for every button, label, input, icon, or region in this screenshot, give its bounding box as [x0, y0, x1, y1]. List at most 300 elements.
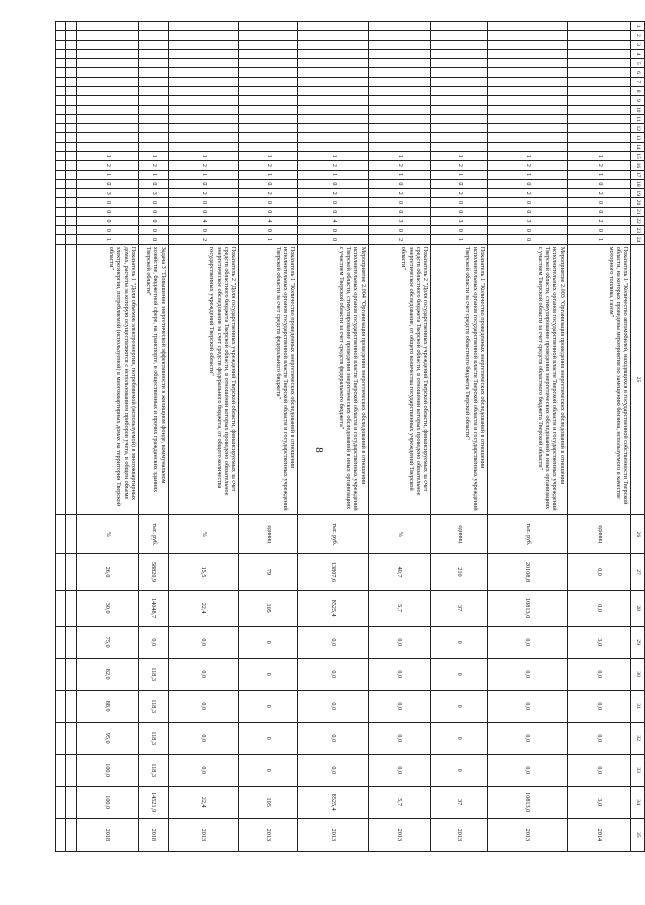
empty-code-cell	[139, 86, 169, 95]
empty-code-cell	[139, 96, 169, 105]
empty-cell	[66, 105, 76, 114]
empty-code-cell	[431, 49, 488, 58]
row-name: Показатель 2 "Доля государственных учреждений Тверской области, финансируемых за счет средств областного бюджета Тверской области, в отношении которых проведено обязательное энергетическое обследование за счет средств федерального бюджета, от общего количества государственных учреждений Тверской области"	[168, 244, 238, 514]
code-cell: 0	[567, 179, 631, 188]
code-cell: 1	[368, 170, 431, 179]
empty-cell	[66, 22, 76, 31]
empty-code-cell	[139, 77, 169, 86]
value-cell: 0	[431, 722, 488, 754]
empty-code-cell	[431, 40, 488, 49]
blank-row	[56, 22, 66, 852]
empty-code-cell	[298, 77, 368, 86]
empty-code-cell	[567, 77, 631, 86]
empty-cell	[66, 590, 76, 626]
empty-cell	[56, 818, 66, 851]
column-number: 30	[631, 658, 645, 690]
column-number: 19	[631, 189, 645, 198]
value-cell: 118,3	[139, 754, 169, 786]
empty-code-cell	[239, 68, 298, 77]
value-cell: 2013	[431, 818, 488, 851]
column-number: 1	[631, 22, 645, 31]
value-cell: 22,4	[168, 590, 238, 626]
code-cell: 3	[368, 216, 431, 225]
code-cell: 1	[168, 151, 238, 160]
empty-cell	[66, 49, 76, 58]
empty-cell	[66, 133, 76, 142]
unit-cell: тыс. руб.	[298, 515, 368, 554]
code-cell: 2	[139, 161, 169, 170]
empty-code-cell	[76, 22, 139, 31]
empty-code-cell	[431, 31, 488, 40]
empty-cell	[56, 105, 66, 114]
value-cell: 2013	[239, 818, 298, 851]
code-cell: 2	[567, 189, 631, 198]
code-cell: 1	[567, 170, 631, 179]
value-cell: 0,0	[567, 590, 631, 626]
code-cell: 2	[298, 161, 368, 170]
column-number: 2	[631, 31, 645, 40]
value-cell: 95,0	[76, 722, 139, 754]
empty-code-cell	[368, 124, 431, 133]
code-cell: 1	[567, 235, 631, 244]
value-cell: 100,0	[76, 754, 139, 786]
value-cell: 0,0	[298, 722, 368, 754]
empty-cell	[66, 151, 76, 160]
value-cell: 13807,6	[298, 554, 368, 590]
empty-code-cell	[239, 49, 298, 58]
empty-code-cell	[76, 31, 139, 40]
column-number: 31	[631, 690, 645, 722]
code-cell: 0	[168, 179, 238, 188]
empty-code-cell	[239, 22, 298, 31]
empty-cell	[66, 96, 76, 105]
empty-code-cell	[488, 59, 568, 68]
code-cell: 1	[239, 235, 298, 244]
value-cell: 0,0	[298, 690, 368, 722]
empty-code-cell	[488, 68, 568, 77]
empty-code-cell	[567, 31, 631, 40]
empty-code-cell	[168, 105, 238, 114]
empty-cell	[56, 133, 66, 142]
empty-code-cell	[298, 133, 368, 142]
empty-code-cell	[567, 105, 631, 114]
empty-code-cell	[139, 49, 169, 58]
code-cell: 1	[298, 170, 368, 179]
value-cell: 0	[431, 658, 488, 690]
empty-cell	[56, 690, 66, 722]
empty-code-cell	[567, 133, 631, 142]
code-cell: 0	[368, 198, 431, 207]
code-cell: 1	[298, 151, 368, 160]
code-cell: 0	[139, 207, 169, 216]
empty-code-cell	[431, 68, 488, 77]
code-cell: 0	[368, 179, 431, 188]
empty-cell	[66, 244, 76, 514]
code-cell: 0	[239, 207, 298, 216]
value-cell: 37	[431, 590, 488, 626]
empty-cell	[56, 626, 66, 658]
empty-cell	[66, 207, 76, 216]
empty-code-cell	[488, 86, 568, 95]
table-row	[139, 22, 169, 852]
empty-code-cell	[368, 22, 431, 31]
empty-code-cell	[431, 59, 488, 68]
empty-code-cell	[298, 105, 368, 114]
code-cell: 0	[76, 198, 139, 207]
column-number: 11	[631, 114, 645, 123]
code-cell: 2	[431, 161, 488, 170]
code-cell: 2	[298, 189, 368, 198]
value-cell: 10813,0	[488, 590, 568, 626]
column-number: 13	[631, 133, 645, 142]
value-cell: 0,0	[168, 754, 238, 786]
value-cell: 0	[431, 690, 488, 722]
empty-cell	[66, 818, 76, 851]
row-name: Мероприятие 2.003 "Организация проведения энергетических обследований в отношении исполнительных органов государственной власти Тверской области и государственных учреждений Тверской области, стимулирование проведения энергетических обследований в иных организациях с участием Тверской области за счет средств областного бюджета Тверской области"	[488, 244, 568, 514]
empty-cell	[56, 31, 66, 40]
table-row	[431, 22, 488, 852]
empty-cell	[56, 40, 66, 49]
empty-code-cell	[168, 96, 238, 105]
empty-cell	[66, 40, 76, 49]
value-cell: 118,3	[139, 722, 169, 754]
empty-code-cell	[139, 105, 169, 114]
empty-cell	[66, 690, 76, 722]
empty-code-cell	[239, 40, 298, 49]
code-cell: 0	[298, 207, 368, 216]
row-name: Показатель 1 "Доля объемов электроэнергии, потребляемой (используемой) в многоквартирных домах, расчеты за которую осуществляются с использованием приборов учета, в общем объеме электроэнергии, потребляемой (используемой) в многоквартирных домах на территории Тверской области"	[76, 244, 139, 514]
empty-code-cell	[298, 124, 368, 133]
empty-code-cell	[567, 59, 631, 68]
value-cell: 22,4	[168, 786, 238, 818]
empty-cell	[56, 590, 66, 626]
empty-code-cell	[168, 31, 238, 40]
column-number: 28	[631, 590, 645, 626]
value-cell: 0,0	[488, 754, 568, 786]
table-row	[488, 22, 568, 852]
empty-code-cell	[488, 133, 568, 142]
empty-code-cell	[298, 114, 368, 123]
code-cell: 1	[567, 151, 631, 160]
column-number: 9	[631, 96, 645, 105]
code-cell: 0	[431, 198, 488, 207]
empty-cell	[66, 179, 76, 188]
unit-cell: %	[76, 515, 139, 554]
empty-code-cell	[488, 96, 568, 105]
column-number: 21	[631, 207, 645, 216]
empty-cell	[56, 722, 66, 754]
code-cell: 1	[488, 151, 568, 160]
code-cell: 0	[239, 198, 298, 207]
empty-code-cell	[76, 86, 139, 95]
empty-code-cell	[168, 86, 238, 95]
empty-code-cell	[139, 133, 169, 142]
code-cell: 0	[298, 235, 368, 244]
column-number: 14	[631, 142, 645, 151]
empty-code-cell	[368, 68, 431, 77]
empty-code-cell	[168, 59, 238, 68]
empty-code-cell	[567, 96, 631, 105]
code-cell: 0	[431, 179, 488, 188]
empty-code-cell	[431, 22, 488, 31]
empty-code-cell	[76, 59, 139, 68]
empty-code-cell	[298, 59, 368, 68]
column-number: 25	[631, 244, 645, 514]
code-cell: 4	[239, 216, 298, 225]
column-number: 12	[631, 124, 645, 133]
code-cell: 2	[488, 161, 568, 170]
empty-code-cell	[567, 68, 631, 77]
value-cell: 8525,4	[298, 786, 368, 818]
code-cell: 0	[139, 235, 169, 244]
value-cell: 0	[239, 754, 298, 786]
code-cell: 1	[431, 170, 488, 179]
empty-code-cell	[368, 59, 431, 68]
value-cell: 26,0	[76, 554, 139, 590]
empty-code-cell	[76, 124, 139, 133]
code-cell: 1	[239, 151, 298, 160]
table-row	[298, 22, 368, 852]
empty-cell	[66, 68, 76, 77]
empty-code-cell	[488, 105, 568, 114]
unit-cell: единиц	[567, 515, 631, 554]
empty-code-cell	[76, 142, 139, 151]
value-cell: 2018	[76, 818, 139, 851]
value-cell: 0,0	[298, 626, 368, 658]
code-cell: 1	[76, 235, 139, 244]
code-cell: 2	[567, 161, 631, 170]
code-cell: 0	[239, 226, 298, 235]
empty-code-cell	[168, 22, 238, 31]
code-cell: 3	[139, 189, 169, 198]
code-cell: 1	[76, 151, 139, 160]
header-row	[631, 22, 645, 852]
empty-cell	[66, 786, 76, 818]
empty-cell	[66, 59, 76, 68]
value-cell: 0,0	[139, 626, 169, 658]
column-number: 10	[631, 105, 645, 114]
value-cell: 0,0	[567, 554, 631, 590]
value-cell: 0,0	[567, 754, 631, 786]
value-cell: 0,0	[368, 722, 431, 754]
empty-code-cell	[139, 124, 169, 133]
code-cell: 1	[239, 170, 298, 179]
value-cell: 100,0	[76, 786, 139, 818]
value-cell: 2014	[567, 818, 631, 851]
value-cell: 82,0	[76, 658, 139, 690]
value-cell: 10813,0	[488, 786, 568, 818]
code-cell: 1	[431, 151, 488, 160]
empty-code-cell	[168, 114, 238, 123]
empty-cell	[66, 198, 76, 207]
value-cell: 5,7	[368, 590, 431, 626]
empty-cell	[66, 170, 76, 179]
empty-code-cell	[368, 49, 431, 58]
code-cell: 1	[368, 151, 431, 160]
empty-cell	[56, 114, 66, 123]
value-cell: 0,0	[567, 658, 631, 690]
empty-code-cell	[139, 114, 169, 123]
empty-cell	[56, 189, 66, 198]
empty-code-cell	[298, 49, 368, 58]
code-cell: 3	[488, 216, 568, 225]
unit-cell: тыс. руб.	[139, 515, 169, 554]
value-cell: 2018	[139, 818, 169, 851]
code-cell: 0	[76, 179, 139, 188]
code-cell: 2	[168, 161, 238, 170]
value-cell: 0,0	[368, 754, 431, 786]
empty-cell	[56, 216, 66, 225]
value-cell: 2013	[368, 818, 431, 851]
code-cell: 0	[488, 235, 568, 244]
empty-code-cell	[368, 86, 431, 95]
empty-cell	[56, 170, 66, 179]
code-cell: 0	[488, 179, 568, 188]
empty-cell	[56, 235, 66, 244]
column-number: 27	[631, 554, 645, 590]
value-cell: 0,0	[168, 658, 238, 690]
code-cell: 0	[76, 216, 139, 225]
code-cell: 3	[76, 189, 139, 198]
value-cell: 3,0	[567, 786, 631, 818]
empty-code-cell	[139, 22, 169, 31]
empty-cell	[56, 658, 66, 690]
empty-code-cell	[488, 40, 568, 49]
table-row	[76, 22, 139, 852]
empty-code-cell	[368, 31, 431, 40]
value-cell: 0,0	[298, 658, 368, 690]
value-cell: 58820,9	[139, 554, 169, 590]
column-number: 35	[631, 818, 645, 851]
code-cell: 0	[567, 198, 631, 207]
empty-code-cell	[368, 77, 431, 86]
column-number: 34	[631, 786, 645, 818]
empty-code-cell	[488, 77, 568, 86]
empty-cell	[56, 77, 66, 86]
code-cell: 2	[239, 189, 298, 198]
value-cell: 118,3	[139, 690, 169, 722]
empty-cell	[66, 658, 76, 690]
empty-code-cell	[298, 40, 368, 49]
empty-code-cell	[76, 114, 139, 123]
empty-code-cell	[567, 40, 631, 49]
column-number: 17	[631, 170, 645, 179]
table-row	[567, 22, 631, 852]
code-cell: 0	[239, 179, 298, 188]
value-cell: 0,0	[488, 626, 568, 658]
empty-cell	[66, 31, 76, 40]
code-cell: 2	[368, 189, 431, 198]
code-cell: 2	[567, 216, 631, 225]
column-number: 29	[631, 626, 645, 658]
value-cell: 0,0	[168, 722, 238, 754]
empty-code-cell	[431, 114, 488, 123]
code-cell: 0	[139, 216, 169, 225]
column-number: 20	[631, 198, 645, 207]
value-cell: 105	[239, 590, 298, 626]
value-cell: 0	[239, 722, 298, 754]
empty-code-cell	[488, 142, 568, 151]
table-row	[239, 22, 298, 852]
code-cell: 0	[168, 226, 238, 235]
code-cell: 0	[139, 226, 169, 235]
empty-cell	[66, 142, 76, 151]
empty-cell	[56, 151, 66, 160]
empty-code-cell	[76, 40, 139, 49]
row-name: Показатель 1 "Количество проведенных энергетических обследований в отношении исполнительных органов государственной власти Тверской области и государственных учреждений Тверской области за счет средств областного бюджета Тверской области"	[431, 244, 488, 514]
code-cell: 0	[139, 179, 169, 188]
code-cell: 2	[168, 235, 238, 244]
empty-code-cell	[431, 124, 488, 133]
value-cell: 2013	[298, 818, 368, 851]
empty-code-cell	[488, 22, 568, 31]
empty-code-cell	[168, 40, 238, 49]
empty-code-cell	[76, 68, 139, 77]
code-cell: 1	[168, 170, 238, 179]
row-name: Показатель 1 "Количество проведенных энергетических обследований в отношении исполнительных органов государственной власти Тверской области и государственных учреждений Тверской области за счет средств федерального бюджета"	[239, 244, 298, 514]
code-cell: 4	[168, 216, 238, 225]
empty-code-cell	[239, 133, 298, 142]
unit-cell: %	[368, 515, 431, 554]
column-number: 18	[631, 179, 645, 188]
empty-cell	[56, 59, 66, 68]
value-cell: 14048,7	[139, 590, 169, 626]
empty-code-cell	[431, 133, 488, 142]
value-cell: 14521,9	[139, 786, 169, 818]
code-cell: 0	[368, 207, 431, 216]
code-cell: 0	[139, 198, 169, 207]
value-cell: 210	[431, 554, 488, 590]
empty-code-cell	[368, 142, 431, 151]
empty-code-cell	[76, 49, 139, 58]
code-cell: 3	[431, 216, 488, 225]
code-cell: 0	[298, 179, 368, 188]
column-number: 7	[631, 77, 645, 86]
empty-code-cell	[168, 124, 238, 133]
empty-code-cell	[168, 77, 238, 86]
empty-code-cell	[488, 114, 568, 123]
program-indicators-table	[55, 21, 645, 852]
code-cell: 0	[488, 198, 568, 207]
empty-code-cell	[298, 31, 368, 40]
empty-code-cell	[139, 142, 169, 151]
code-cell: 2	[368, 161, 431, 170]
empty-code-cell	[567, 114, 631, 123]
row-name: Мероприятие 2.004 "Организация проведения энергетических обследований в отношении исполнительных органов государственной власти Тверской области и государственных учреждений Тверской области, стимулирование проведения энергетических обследований в иных организациях с участием Тверской области за счет средств федерального бюджета"	[298, 244, 368, 514]
row-name: Показатель 1 "Количество автомобилей, находящихся в государственной собственности Тверской области, на которых проведены мероприятия по замещению бензина, используемого в качестве моторного топлива, газом"	[567, 244, 631, 514]
value-cell: 0	[431, 626, 488, 658]
empty-code-cell	[239, 59, 298, 68]
empty-code-cell	[567, 124, 631, 133]
empty-cell	[66, 114, 76, 123]
blank-row	[66, 22, 76, 852]
empty-code-cell	[368, 96, 431, 105]
value-cell: 79	[239, 554, 298, 590]
code-cell: 0	[168, 207, 238, 216]
value-cell: 0	[239, 626, 298, 658]
value-cell: 75,0	[76, 626, 139, 658]
code-cell: 0	[298, 226, 368, 235]
empty-code-cell	[239, 31, 298, 40]
column-number: 16	[631, 161, 645, 170]
code-cell: 0	[488, 207, 568, 216]
page-number-text: 8	[312, 447, 325, 453]
empty-cell	[66, 77, 76, 86]
empty-code-cell	[368, 105, 431, 114]
empty-code-cell	[298, 22, 368, 31]
code-cell: 1	[488, 170, 568, 179]
empty-cell	[56, 86, 66, 95]
